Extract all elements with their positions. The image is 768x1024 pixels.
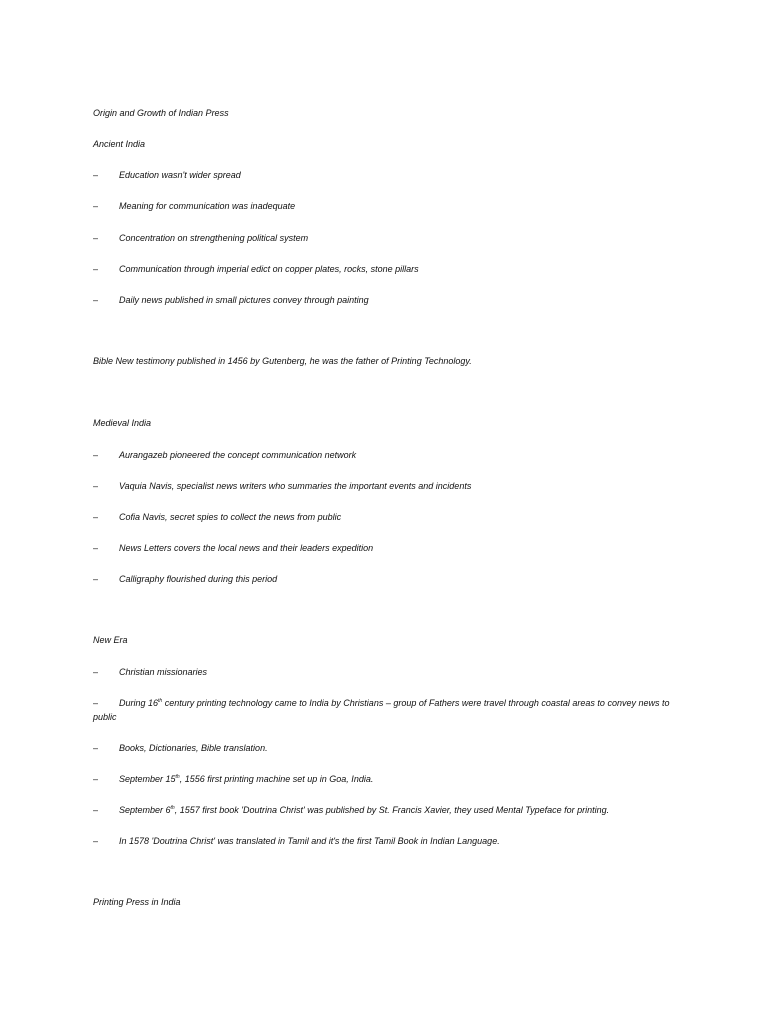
list-item	[93, 834, 673, 848]
list-item	[93, 772, 673, 786]
dash-marker: –	[93, 805, 99, 815]
bible-note: Bible New testimony published in 1456 by Gutenberg, he was the father of Printing Technology.	[93, 356, 472, 366]
dash-marker: –	[93, 543, 99, 553]
list-item-text	[93, 772, 673, 786]
list-item	[93, 199, 673, 213]
list-item-text: Daily news published in small pictures convey through painting	[119, 295, 369, 305]
dash-marker: –	[93, 574, 99, 584]
list-item	[93, 541, 673, 555]
dash-marker: –	[93, 264, 99, 274]
list-item-text: Meaning for communication was inadequate	[119, 201, 296, 211]
dash-marker: –	[93, 743, 99, 753]
list-item-text: Cofia Navis, secret spies to collect the news from public	[119, 512, 342, 522]
text-segment: September 15	[119, 774, 176, 784]
list-item-text: Books, Dictionaries, Bible translation.	[119, 743, 268, 753]
list-item	[93, 572, 673, 586]
dash-marker: –	[93, 170, 99, 180]
list-item	[93, 665, 673, 679]
list-item	[93, 741, 673, 755]
ordinal-suffix: th	[170, 805, 175, 811]
list-item-text: In 1578 'Doutrina Christ' was translated in Tamil and it's the first Tamil Book in Indian Language.	[119, 836, 500, 846]
list-item-text: Aurangazeb pioneered the concept communication network	[119, 450, 357, 460]
list-item-text: Communication through imperial edict on copper plates, rocks, stone pillars	[119, 264, 419, 274]
list-item-text: Education wasn't wider spread	[119, 170, 241, 180]
list-item	[93, 510, 673, 524]
document-title: Origin and Growth of Indian Press	[93, 108, 229, 118]
list-item	[93, 448, 673, 462]
text-segment: During 16	[119, 698, 159, 708]
dash-marker: –	[93, 667, 99, 677]
list-item-text: Vaquia Navis, specialist news writers who summaries the important events and incidents	[119, 481, 472, 491]
dash-marker: –	[93, 450, 99, 460]
dash-marker: –	[93, 836, 99, 846]
dash-marker: –	[93, 481, 99, 491]
list-item	[93, 231, 673, 245]
section-heading-new-era: New Era	[93, 635, 128, 645]
list-item-text: Calligraphy flourished during this period	[119, 574, 278, 584]
list-item-text: Concentration on strengthening political system	[119, 233, 309, 243]
dash-marker: –	[93, 201, 99, 211]
text-segment: , 1556 first printing machine set up in Goa, India.	[179, 774, 374, 784]
list-item	[93, 262, 673, 276]
list-item	[93, 696, 673, 724]
text-segment: , 1557 first book 'Doutrina Christ' was published by St. Francis Xavier, they used Mental Typeface for printing.	[174, 805, 610, 815]
ordinal-suffix: th	[158, 698, 163, 704]
section-heading-ancient-india: Ancient India	[93, 139, 146, 149]
list-item	[93, 293, 673, 307]
dash-marker: –	[93, 295, 99, 305]
list-item-text	[93, 803, 673, 817]
text-segment: September 6	[119, 805, 171, 815]
list-item	[93, 168, 673, 182]
text-segment: century printing technology came to India by Christians – group of Fathers were travel through coastal areas to convey news to public	[93, 698, 670, 722]
section-heading-medieval-india: Medieval India	[93, 418, 152, 428]
list-item-text: News Letters covers the local news and their leaders expedition	[119, 543, 374, 553]
list-item	[93, 803, 673, 817]
section-heading-printing-press-in-india: Printing Press in India	[93, 897, 181, 907]
list-item-text: Christian missionaries	[119, 667, 208, 677]
dash-marker: –	[93, 774, 99, 784]
list-item	[93, 479, 673, 493]
dash-marker: –	[93, 512, 99, 522]
ordinal-suffix: th	[175, 774, 180, 780]
list-item-text	[93, 696, 673, 724]
dash-marker: –	[93, 233, 99, 243]
dash-marker: –	[93, 698, 99, 708]
